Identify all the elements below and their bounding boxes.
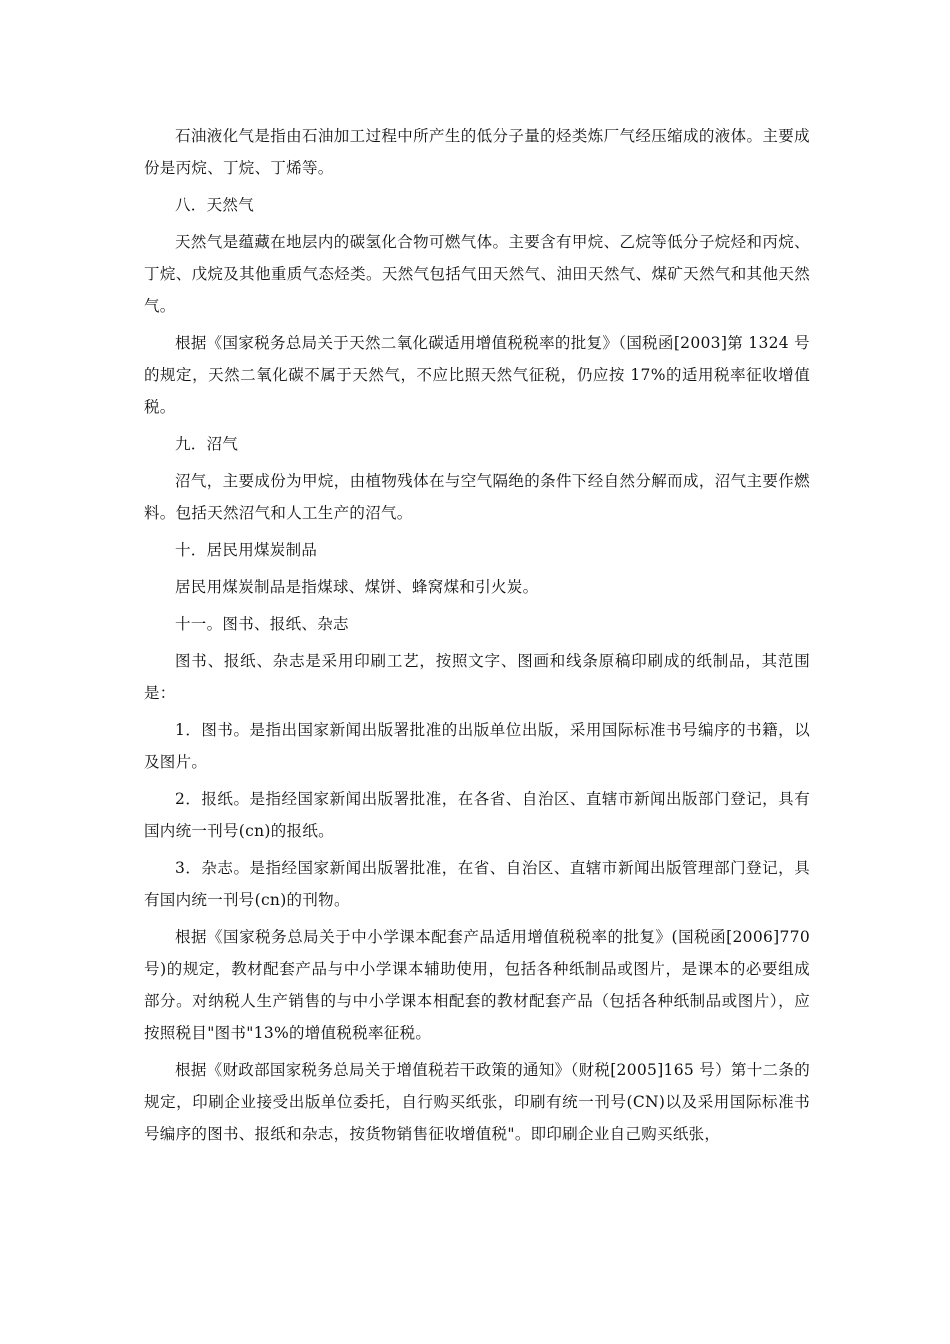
section-heading-books-newspapers: 十一。图书、报纸、杂志 bbox=[175, 615, 349, 633]
section-heading-coal-products: 十．居民用煤炭制品 bbox=[175, 541, 318, 559]
paragraph-textbook-ruling: 根据《国家税务总局关于中小学课本配套产品适用增值税税率的批复》(国税函[2006]770号)的规定，教材配套产品与中小学课本辅助使用，包括各种纸制品或图片，是课本的必要组成部分。对纳税人生产销售的与中小学课本相配套的教材配套产品（包括各种纸制品或图片），应按照税目"图书"13%的增值税税率征税。 bbox=[144, 928, 810, 1042]
list-item-newspapers: 2．报纸。是指经国家新闻出版署批准，在各省、自治区、直辖市新闻出版部门登记，具有国内统一刊号(cn)的报纸。 bbox=[144, 790, 810, 840]
paragraph-biogas-definition: 沼气，主要成份为甲烷，由植物残体在与空气隔绝的条件下经自然分解而成，沼气主要作燃料。包括天然沼气和人工生产的沼气。 bbox=[144, 472, 810, 522]
paragraph-natural-gas-definition: 天然气是蕴藏在地层内的碳氢化合物可燃气体。主要含有甲烷、乙烷等低分子烷烃和丙烷、丁烷、戊烷及其他重质气态烃类。天然气包括气田天然气、油田天然气、煤矿天然气和其他天然气。 bbox=[144, 233, 810, 315]
paragraph-coal-products-definition: 居民用煤炭制品是指煤球、煤饼、蜂窝煤和引火炭。 bbox=[175, 578, 539, 596]
section-heading-natural-gas: 八．天然气 bbox=[175, 196, 255, 214]
paragraph-books-scope: 图书、报纸、杂志是采用印刷工艺，按照文字、图画和线条原稿印刷成的纸制品，其范围是： bbox=[144, 652, 810, 702]
paragraph-co2-ruling: 根据《国家税务总局关于天然二氧化碳适用增值税税率的批复》（国税函[2003]第 1324 号的规定，天然二氧化碳不属于天然气，不应比照天然气征税，仍应按 17%的适用税率征收增值税。 bbox=[144, 334, 810, 416]
section-heading-biogas: 九．沼气 bbox=[175, 435, 239, 453]
list-item-books: 1．图书。是指出国家新闻出版署批准的出版单位出版，采用国际标准书号编序的书籍，以及图片。 bbox=[144, 721, 810, 771]
paragraph-lpg-definition: 石油液化气是指由石油加工过程中所产生的低分子量的烃类炼厂气经压缩成的液体。主要成份是丙烷、丁烷、丁烯等。 bbox=[144, 127, 810, 177]
list-item-magazines: 3．杂志。是指经国家新闻出版署批准，在省、自治区、直辖市新闻出版管理部门登记，具有国内统一刊号(cn)的刊物。 bbox=[144, 859, 810, 909]
paragraph-printing-ruling: 根据《财政部国家税务总局关于增值税若干政策的通知》（财税[2005]165 号）第十二条的规定，印刷企业接受出版单位委托，自行购买纸张，印刷有统一刊号(CN)以及采用国际标准书号编序的图书、报纸和杂志，按货物销售征收增值税"。即印刷企业自己购买纸张， bbox=[144, 1061, 810, 1143]
document-body bbox=[144, 120, 810, 1155]
